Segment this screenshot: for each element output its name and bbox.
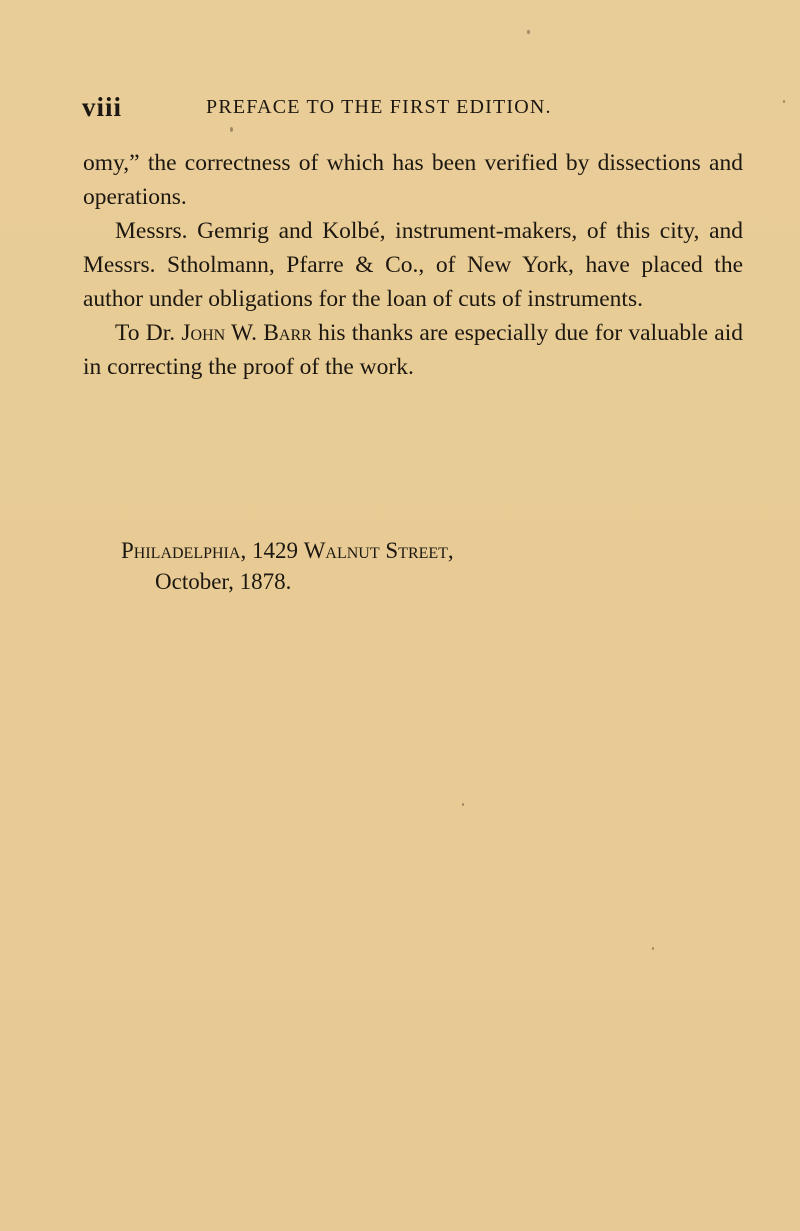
paragraph-3-intro: To Dr.	[115, 320, 182, 346]
signoff-city: Philadelphia,	[121, 538, 247, 563]
signoff-date: October, 1878.	[155, 569, 292, 594]
paper-speck	[652, 947, 654, 950]
acknowledged-name: John W. Barr	[181, 320, 312, 346]
paragraph-3	[83, 316, 743, 384]
paragraph-1: omy,” the correctness of which has been verified by dissections and operations.	[83, 150, 743, 210]
signoff-street: Walnut Street,	[303, 538, 454, 563]
paper-speck	[527, 30, 530, 34]
paragraph-3-rest: his thanks are especially due for valuable aid in correcting the proof of the work.	[83, 320, 744, 380]
paragraph-2: Messrs. Gemrig and Kolbé, instrument-makers, of this city, and Messrs. Stholmann, Pfarre & Co., of New York, have placed the author under obligations for the loan of cuts of instruments.	[83, 218, 743, 312]
paper-speck	[462, 803, 464, 806]
paper-speck	[230, 127, 233, 132]
signoff	[121, 535, 454, 597]
signoff-address: 1429	[246, 538, 304, 563]
paper-speck	[783, 100, 785, 103]
preface-body	[83, 146, 743, 384]
running-title: PREFACE TO THE FIRST EDITION.	[206, 96, 552, 118]
signoff-place	[121, 535, 454, 566]
page-number: viii	[82, 92, 123, 122]
running-head	[82, 92, 722, 132]
